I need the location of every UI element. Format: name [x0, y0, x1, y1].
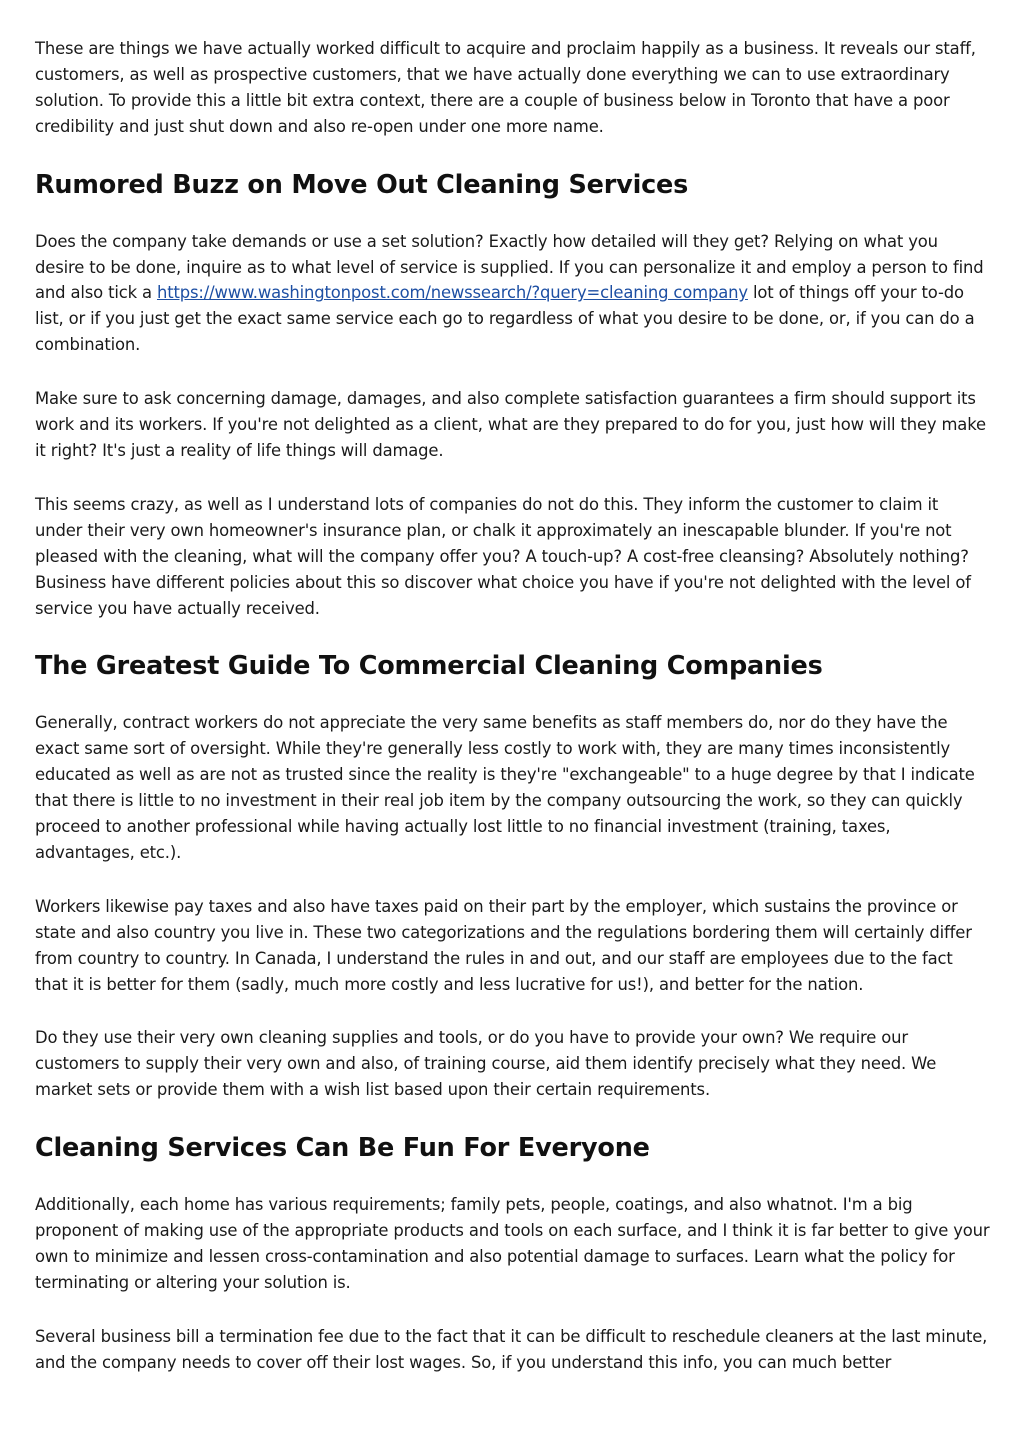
paragraph-worker-taxes: Workers likewise pay taxes and also have taxes paid on their part by the employer, which sustains the province or state and also country you live in. These two categorizations and the regulations bordering them will certainly differ from country to country. In Canada, I understand the rules in and out, and our staff are employees due to the fact that it is better for them (sadly, much more costly and less lucrative for us!), and better for the nation. [35, 896, 972, 994]
paragraph-contract-workers: Generally, contract workers do not appreciate the very same benefits as staff members do, nor do they have the exact same sort of oversight. While they're generally less costly to work with, they are many times inconsistently educated as well as are not as trusted since the reality is they're "exchangeable" to a huge degree by that I indicate that there is little to no investment in their real job item by the company outsourcing the work, so they can quickly proceed to another professional while having actually lost little to no financial investment (training, taxes, advantages, etc.). [35, 713, 975, 862]
paragraph-text: Does the company take demands or use a set solution? Exactly how detailed will they get? Relying on what you desire to be done, inquire as to what level of service is supplied. If you can personalize it and employ a person to find and also tick a [35, 231, 984, 303]
paragraph-home-requirements: Additionally, each home has various requirements; family pets, people, coatings, and also whatnot. I'm a big proponent of making use of the appropriate products and tools on each surface, and I think it is far better to give your own to minimize and lessen cross-contamination and also potential damage to surfaces. Learn what the policy for terminating or altering your solution is. [35, 1195, 990, 1292]
heading-cleaning-services-fun: Cleaning Services Can Be Fun For Everyone [35, 1133, 650, 1164]
heading-commercial-cleaning: The Greatest Guide To Commercial Cleaning Companies [35, 651, 823, 682]
paragraph-damage-guarantees: Make sure to ask concerning damage, damages, and also complete satisfaction guarantees a firm should support its work and its workers. If you're not delighted as a client, what are they prepared to do for you, just how will they make it right? It's just a reality of life things will damage. [35, 389, 986, 460]
washingtonpost-search-link[interactable]: https://www.washingtonpost.com/newssearch/?query=cleaning company [156, 283, 748, 303]
paragraph-intro: These are things we have actually worked difficult to acquire and proclaim happily as a business. It reveals our staff, customers, as well as prospective customers, that we have actually done everything we can to use extraordinary solution. To provide this a little bit extra context, there are a couple of business below in Toronto that have a poor credibility and just shut down and also re-open under one more name. [35, 39, 976, 136]
paragraph-company-demands [35, 229, 990, 359]
heading-move-out-cleaning: Rumored Buzz on Move Out Cleaning Services [35, 169, 689, 200]
article-body [35, 36, 990, 1404]
paragraph-insurance-claims: This seems crazy, as well as I understand lots of companies do not do this. They inform the customer to claim it under their very own homeowner's insurance plan, or chalk it approximately an inescapable blunder. If you're not pleased with the cleaning, what will the company offer you? A touch-up? A cost-free cleansing? Absolutely nothing? Business have different policies about this so discover what choice you have if you're not delighted with the level of service you have actually received. [35, 494, 971, 618]
paragraph-cleaning-supplies: Do they use their very own cleaning supplies and tools, or do you have to provide your own? We require our customers to supply their very own and also, of training course, aid them identify precisely what they need. We market sets or provide them with a wish list based upon their certain requirements. [35, 1028, 937, 1100]
paragraph-text: lot of things off your to-do list, or if you just get the exact same service each go to regardless of what you desire to be done, or, if you can do a combination. [35, 283, 975, 355]
paragraph-termination-fee: Several business bill a termination fee due to the fact that it can be difficult to reschedule cleaners at the last minute, and the company needs to cover off their lost wages. So, if you understand this info, you can much better [35, 1326, 988, 1372]
